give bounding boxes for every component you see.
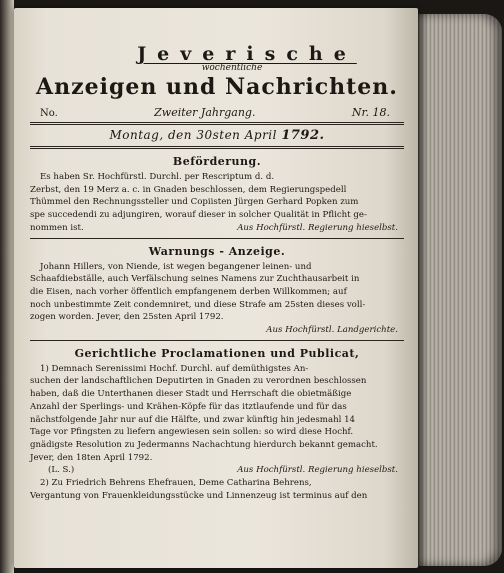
section2-line-0: Johann Hillers, von Niende, ist wegen begangener leinen- und <box>40 261 312 272</box>
rule-top <box>30 122 404 125</box>
section3-line-3: Anzahl der Sperlings- und Krähen-Köpfe für das itztlaufende und für das <box>30 401 347 412</box>
section2-line-3: noch unbestimmte Zeit condemniret, und diese Strafe am 25sten dieses voll- <box>30 299 366 310</box>
page-block-edge <box>418 14 502 566</box>
date-rest: den 30sten April <box>168 128 277 142</box>
section-title-proclamationen: Gerichtliche Proclamationen und Publicat, <box>74 346 360 360</box>
section1-last-row <box>30 222 404 235</box>
issue-volume: Zweiter Jahrgang. <box>154 106 256 119</box>
masthead-subtitle: wöchentliche <box>201 63 263 73</box>
section3-line-5: Tage vor Pfingsten zu liefern angewiesen sein sollen: so wird diese Hochf. <box>30 427 354 438</box>
facing-page-edge <box>0 0 14 573</box>
issue-left: No. <box>40 108 58 119</box>
section3-line-0: 1) Demnach Serenissimi Hochf. Durchl. auf demüthigstes An- <box>40 363 309 374</box>
section-title-warnung: Warnungs - Anzeige. <box>148 244 286 258</box>
section2-line-2: die Eisen, nach vorher öffentlich empfangenem derben Willkommen; auf <box>30 286 347 297</box>
issue-number: Nr. 18. <box>351 106 390 119</box>
section3-line-7: Jever, den 18ten April 1792. <box>30 452 153 463</box>
date-line <box>30 128 404 143</box>
section3-stamp-row <box>30 464 404 477</box>
section1-line-3: spe succedendi zu adjungiren, worauf dieser in solcher Qualität in Pflicht ge- <box>30 210 367 221</box>
section2-line-4: zogen worden. Jever, den 25sten April 1792. <box>30 312 224 323</box>
section3-line-1: suchen der landschaftlichen Deputirten in Gnaden zu verordnen beschlossen <box>30 376 367 387</box>
seal-mark: (L. S.) <box>48 465 75 476</box>
section3-line-2: haben, daß die Unterthanen dieser Stadt und Herrschaft die obietmäßige <box>30 389 352 400</box>
date-weekday: Montag, <box>109 128 164 142</box>
section3-line-6: gnädigste Resolution zu Jedermanns Nachachtung hierdurch bekannt gemacht. <box>30 439 378 450</box>
section3-item2-line-0: 2) Zu Friedrich Behrens Ehefrauen, Deme Catharina Behrens, <box>40 478 312 489</box>
section2-line-1: Schaafdiebställe, auch Verfälschung seines Namens zur Zuchthausarbeit in <box>30 274 360 285</box>
section3-signature: Aus Hochfürstl. Regierung hieselbst. <box>237 465 398 476</box>
section1-line-4: nommen ist. <box>30 222 84 233</box>
section1-line-2: Thümmel den Rechnungssteller und Copiisten Jürgen Gerhard Popken zum <box>30 197 359 208</box>
section1-line-0: Es haben Sr. Hochfürstl. Durchl. per Rescriptum d. d. <box>40 172 275 182</box>
section1-line-1: Zerbst, den 19 Merz a. c. in Gnaden beschlossen, dem Regierungspedell <box>30 184 347 195</box>
page-content <box>30 38 404 502</box>
section3-line-4: nächstfolgende Jahr nur auf die Hälfte, und zwar künftig hin jedesmahl 14 <box>30 414 356 425</box>
issue-line <box>30 106 404 119</box>
masthead-title: Anzeigen und Nachrichten. <box>36 74 398 100</box>
rule-bottom <box>30 146 404 149</box>
section1-signature: Aus Hochfürstl. Regierung hieselbst. <box>237 222 398 233</box>
section-divider-1 <box>30 238 404 239</box>
section-title-befoerderung: Beförderung. <box>172 155 262 168</box>
masthead-top: Jeverische <box>137 43 357 65</box>
section3-item2-line-1: Vergantung von Frauenkleidungsstücke und Linnenzeug ist terminus auf den <box>30 490 368 501</box>
date-year: 1792. <box>281 128 325 143</box>
page-gutter-shadow <box>418 14 428 566</box>
section-divider-2 <box>30 340 404 341</box>
section2-signature: Aus Hochfürstl. Landgerichte. <box>266 325 398 336</box>
